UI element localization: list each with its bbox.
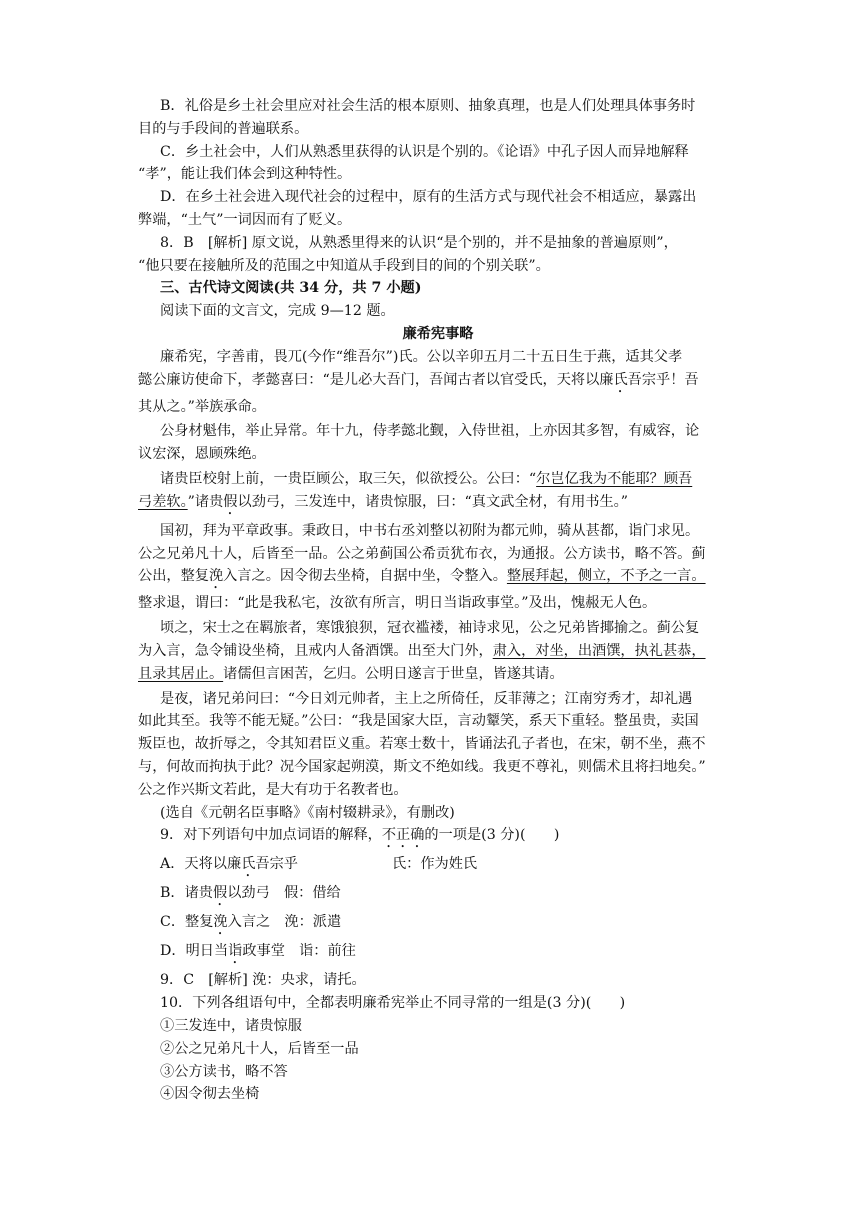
underlined-sentence: 且录其居止。 [138, 665, 224, 682]
passage-p3-line-1: 诸贵臣校射上前，一贵臣顾公，取三矢，似欲授公。公曰：“尔岂亿我为不能耶？顾吾 [160, 470, 693, 487]
option-d-line-2: 弊端，“土气”一词因而有了贬义。 [138, 211, 352, 228]
passage-title: 廉希宪事略 [402, 325, 474, 342]
passage-p1-line-1: 廉希宪，字善甫，畏兀(今作“维吾尔”)氏。公以辛卯五月二十五日生于燕，适其父孝 [160, 348, 683, 365]
passage-p4-line-1: 国初，拜为平章政事。秉政日，中书右丞刘整以初附为都元帅，骑从甚都，诣门求见。 [160, 522, 700, 539]
emphasis-dot-text: 不正确 [381, 827, 425, 844]
option-b-line-2: 目的与手段间的普遍联系。 [138, 120, 309, 137]
option-c-line-2: “孝”，能让我们体会到这种特性。 [138, 166, 352, 183]
passage-p2-line-2: 议宏深，恩顾殊绝。 [138, 446, 266, 463]
passage-p4-line-4: 整求退，谓曰：“此是我私宅，汝欲有所言，明日当诣政事堂。”及出，愧赧无人色。 [138, 595, 657, 612]
underlined-sentence: 尔岂亿我为不能耶？顾吾 [536, 470, 693, 487]
passage-p1-line-3: 其从之。”举族承命。 [138, 398, 266, 415]
passage-p6-line-3: 叛臣也，故折辱之，令其知君臣义重。若寒士数十，皆诵法孔子者也，在宋，朝不坐，燕不 [138, 736, 706, 753]
question-9-option-a: A．天将以廉氏吾宗乎 氏：作为姓氏 [160, 856, 478, 873]
answer-8-line-1: 8．B [解析] 原文说，从熟悉里得来的认识“是个别的，并不是抽象的普遍原则”， [160, 234, 678, 251]
question-10-stem: 10．下列各组语句中，全都表明廉希宪举止不同寻常的一组是(3 分)( ) [160, 995, 626, 1012]
question-10-item-1: ①三发连中，诸贵惊服 [160, 1017, 302, 1034]
passage [138, 346, 738, 825]
passage-p4-line-3: 公出，整复浼入言之。因令彻去坐椅，自据中坐，令整入。整展拜起，侧立，不予之一言。 [138, 568, 706, 585]
passage-source: (选自《元朝名臣事略》《南村辍耕录》，有删改) [160, 804, 455, 821]
question-10-item-3: ③公方读书，略不答 [160, 1063, 288, 1080]
passage-p2-line-1: 公身材魁伟，举止异常。年十九，侍孝懿北觐，入侍世祖，上亦因其多智，有威容，论 [160, 423, 700, 440]
underlined-sentence: 肃入，对坐，出酒馔，执礼甚恭， [492, 642, 706, 659]
emphasis-dot-text: 氏 [241, 856, 256, 873]
option-c-line-1: C．乡土社会中，人们从熟悉里获得的认识是个别的。《论语》中孔子因人而异地解释 [160, 143, 689, 160]
option-d-line-1: D．在乡土社会进入现代社会的过程中，原有的生活方式与现代社会不相适应，暴露出 [160, 189, 697, 206]
section-instruction: 阅读下面的文言文，完成 9—12 题。 [160, 303, 395, 320]
passage-p6-line-5: 公之作兴斯文若此，是大有功于名教者也。 [138, 781, 408, 798]
question-9-option-d: D．明日当诣政事堂 诣：前往 [160, 943, 356, 960]
document-page [138, 95, 738, 1106]
passage-p5-line-3: 且录其居止。诸儒但言困苦，乞归。公明日遂言于世皇，皆遂其请。 [138, 665, 564, 682]
underlined-sentence: 整展拜起，侧立，不予之一言。 [506, 568, 706, 585]
emphasis-dot-text: 浼 [213, 914, 228, 931]
question-9-stem: 9．对下列语句中加点词语的解释，不正确的一项是(3 分)( ) [160, 827, 560, 844]
emphasis-dot-text: 浼 [208, 568, 224, 585]
analysis-tag: 解析 [213, 972, 243, 989]
question-10-item-2: ②公之兄弟凡十人，后皆至一品 [160, 1040, 359, 1057]
answer-8-line-2: “他只要在接触所及的范围之中知道从手段到目的间的个别关联”。 [138, 257, 550, 274]
analysis-tag: 解析 [213, 234, 242, 251]
passage-p1-line-2: 懿公廉访使命下，孝懿喜曰：“是儿必大吾门，吾闻古者以官受氏，天将以廉氏吾宗乎！吾 [138, 371, 699, 388]
question-9-option-b: B．诸贵假以劲弓 假：借给 [160, 885, 341, 902]
passage-p6-line-4: 与，何故而拘执于此？况今国家起朔漠，斯文不绝如线。我更不尊礼，则儒术且将扫地矣。” [138, 758, 706, 775]
emphasis-dot-text: 假 [223, 493, 238, 510]
passage-p3-line-2: 弓差软。”诸贵假以劲弓，三发连中，诸贵惊服，曰：“真文武全材，有用书生。” [138, 493, 628, 510]
option-b-line-1: B．礼俗是乡土社会里应对社会生活的根本原则、抽象真理，也是人们处理具体事务时 [160, 98, 696, 114]
passage-p6-line-1: 是夜，诸兄弟问曰：“今日刘元帅者，主上之所倚任，反菲薄之；江南穷秀才，却礼遇 [160, 690, 693, 707]
emphasis-dot-text: 氏 [613, 371, 628, 388]
question-9-option-c: C．整复浼入言之 浼：派遣 [160, 914, 342, 931]
passage-p5-line-1: 顷之，宋士之在羁旅者，寒饿狼狈，冠衣褴褛，袖诗求见，公之兄弟皆揶揄之。蓟公复 [160, 620, 700, 637]
emphasis-dot-text: 诣 [228, 943, 243, 960]
section-heading: 三、古代诗文阅读(共 34 分，共 7 小题) [160, 280, 422, 297]
emphasis-dot-text: 假 [213, 885, 228, 902]
passage-p4-line-2: 公之兄弟凡十人，后皆至一品。公之弟蓟国公希贡犹布衣，为通报。公方读书，略不答。蓟 [138, 545, 706, 562]
passage-p5-line-2: 为入言，急令铺设坐椅，且戒内人备酒馔。出至大门外，肃入，对坐，出酒馔，执礼甚恭， [138, 642, 706, 659]
passage-p6-line-2: 如此其至。我等不能无疑。”公曰：“我是国家大臣，言动颦笑，系天下重轻。整虽贵，卖国 [138, 713, 699, 730]
question-10-item-4: ④因令彻去坐椅 [160, 1086, 260, 1103]
underlined-sentence: 弓差软。 [138, 493, 188, 510]
answer-9: 9．C [解析] 浼：央求，请托。 [160, 972, 366, 989]
